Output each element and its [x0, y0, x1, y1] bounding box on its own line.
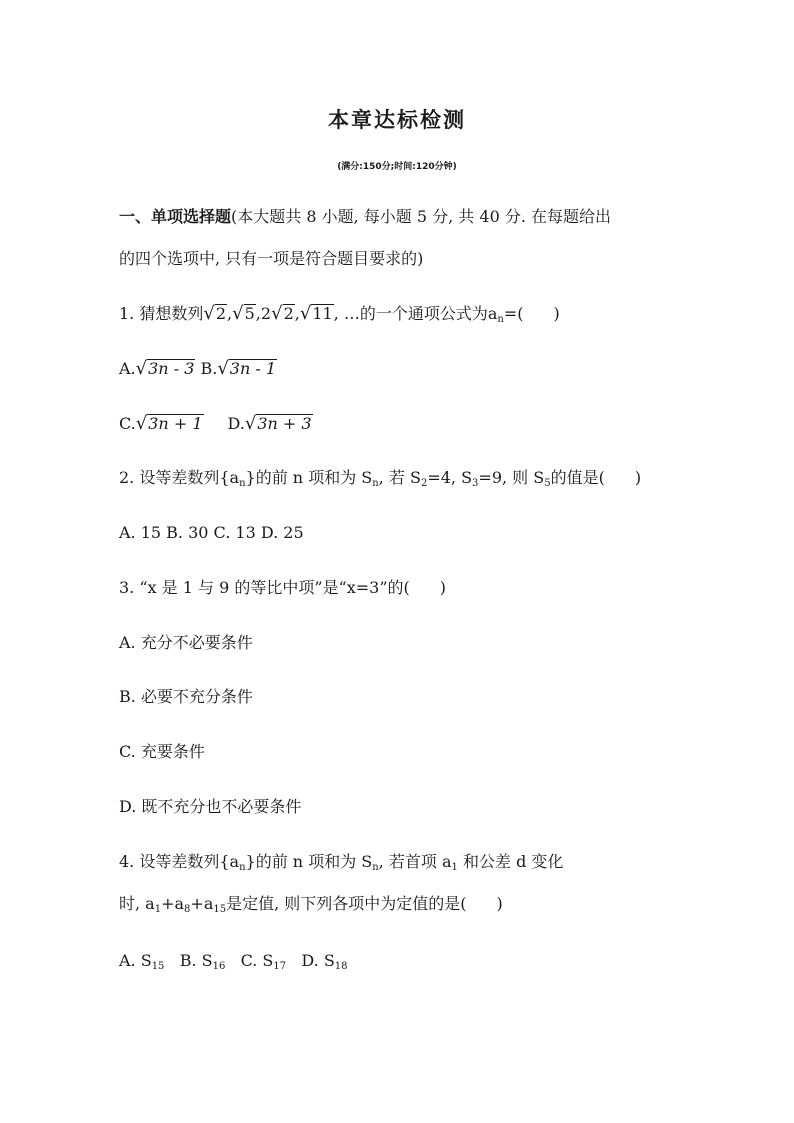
- q2-options: A. 15 B. 30 C. 13 D. 25: [119, 523, 304, 542]
- option-a: A. S: [119, 951, 152, 970]
- question-1: 1. 猜想数列√2,√5,2√2,√11, …的一个通项公式为$a_n=$( ): [119, 303, 560, 325]
- section-heading-line: [119, 206, 611, 228]
- page-title: 本章达标检测: [328, 107, 466, 132]
- q1-options-cd: [119, 413, 313, 435]
- sqrt-term: √5: [232, 303, 255, 324]
- section-description-line-2: 的四个选项中, 只有一项是符合题目要求的): [119, 249, 424, 268]
- option-a-label: A.: [119, 359, 136, 378]
- option-c-label: C.: [119, 414, 136, 433]
- q3-option-d: D. 既不充分也不必要条件: [119, 797, 302, 816]
- q3-option-a: A. 充分不必要条件: [119, 633, 253, 652]
- question-4-line-2: 时, $a_1+a_8+a_{15}$是定值, 则下列各项中为定值的是( ): [119, 894, 503, 915]
- option-b: √3n - 1: [217, 358, 277, 379]
- page-subtitle: (满分:150分;时间:120分钟): [337, 162, 457, 172]
- q1-prefix: 1. 猜想数列: [119, 304, 204, 323]
- option-d: √3n + 3: [244, 413, 312, 434]
- option-a: √3n - 3: [135, 358, 195, 379]
- q3-option-c: C. 充要条件: [119, 742, 205, 761]
- question-2: 2. 设等差数列$\{a_n\}$的前 n 项和为 $S_n$, 若 $S_2=4$, $S_3=9$, 则 $S_5$的值是( ): [119, 468, 642, 489]
- option-b-label: B.: [195, 359, 218, 378]
- q1-options-ab: [119, 358, 277, 380]
- option-c: √3n + 1: [135, 413, 203, 434]
- sqrt-term: √2: [203, 303, 227, 324]
- sqrt-term: √11: [299, 303, 333, 324]
- section-description: (本大题共 8 小题, 每小题 5 分, 共 40 分. 在每题给出: [231, 207, 612, 226]
- option-d-label: D.: [227, 414, 245, 433]
- sqrt-term: √2: [271, 303, 294, 324]
- question-4-line-1: 4. 设等差数列$\{a_n\}$的前 n 项和为 $S_n$, 若首项 $a_1$ 和公差 d 变化: [119, 852, 564, 873]
- question-3: 3. “x 是 1 与 9 的等比中项”是“x=3”的( ): [119, 578, 446, 597]
- option-b: B. S: [179, 951, 213, 970]
- section-heading: 一、单项选择题: [119, 207, 232, 226]
- q4-options: A. $S_{15}$ B. $S_{16}$ C. $S_{17}$ D. $S_{18}$: [119, 951, 348, 972]
- option-c: C. S: [240, 951, 274, 970]
- q3-option-b: B. 必要不充分条件: [119, 687, 253, 706]
- option-d: D. S: [301, 951, 335, 970]
